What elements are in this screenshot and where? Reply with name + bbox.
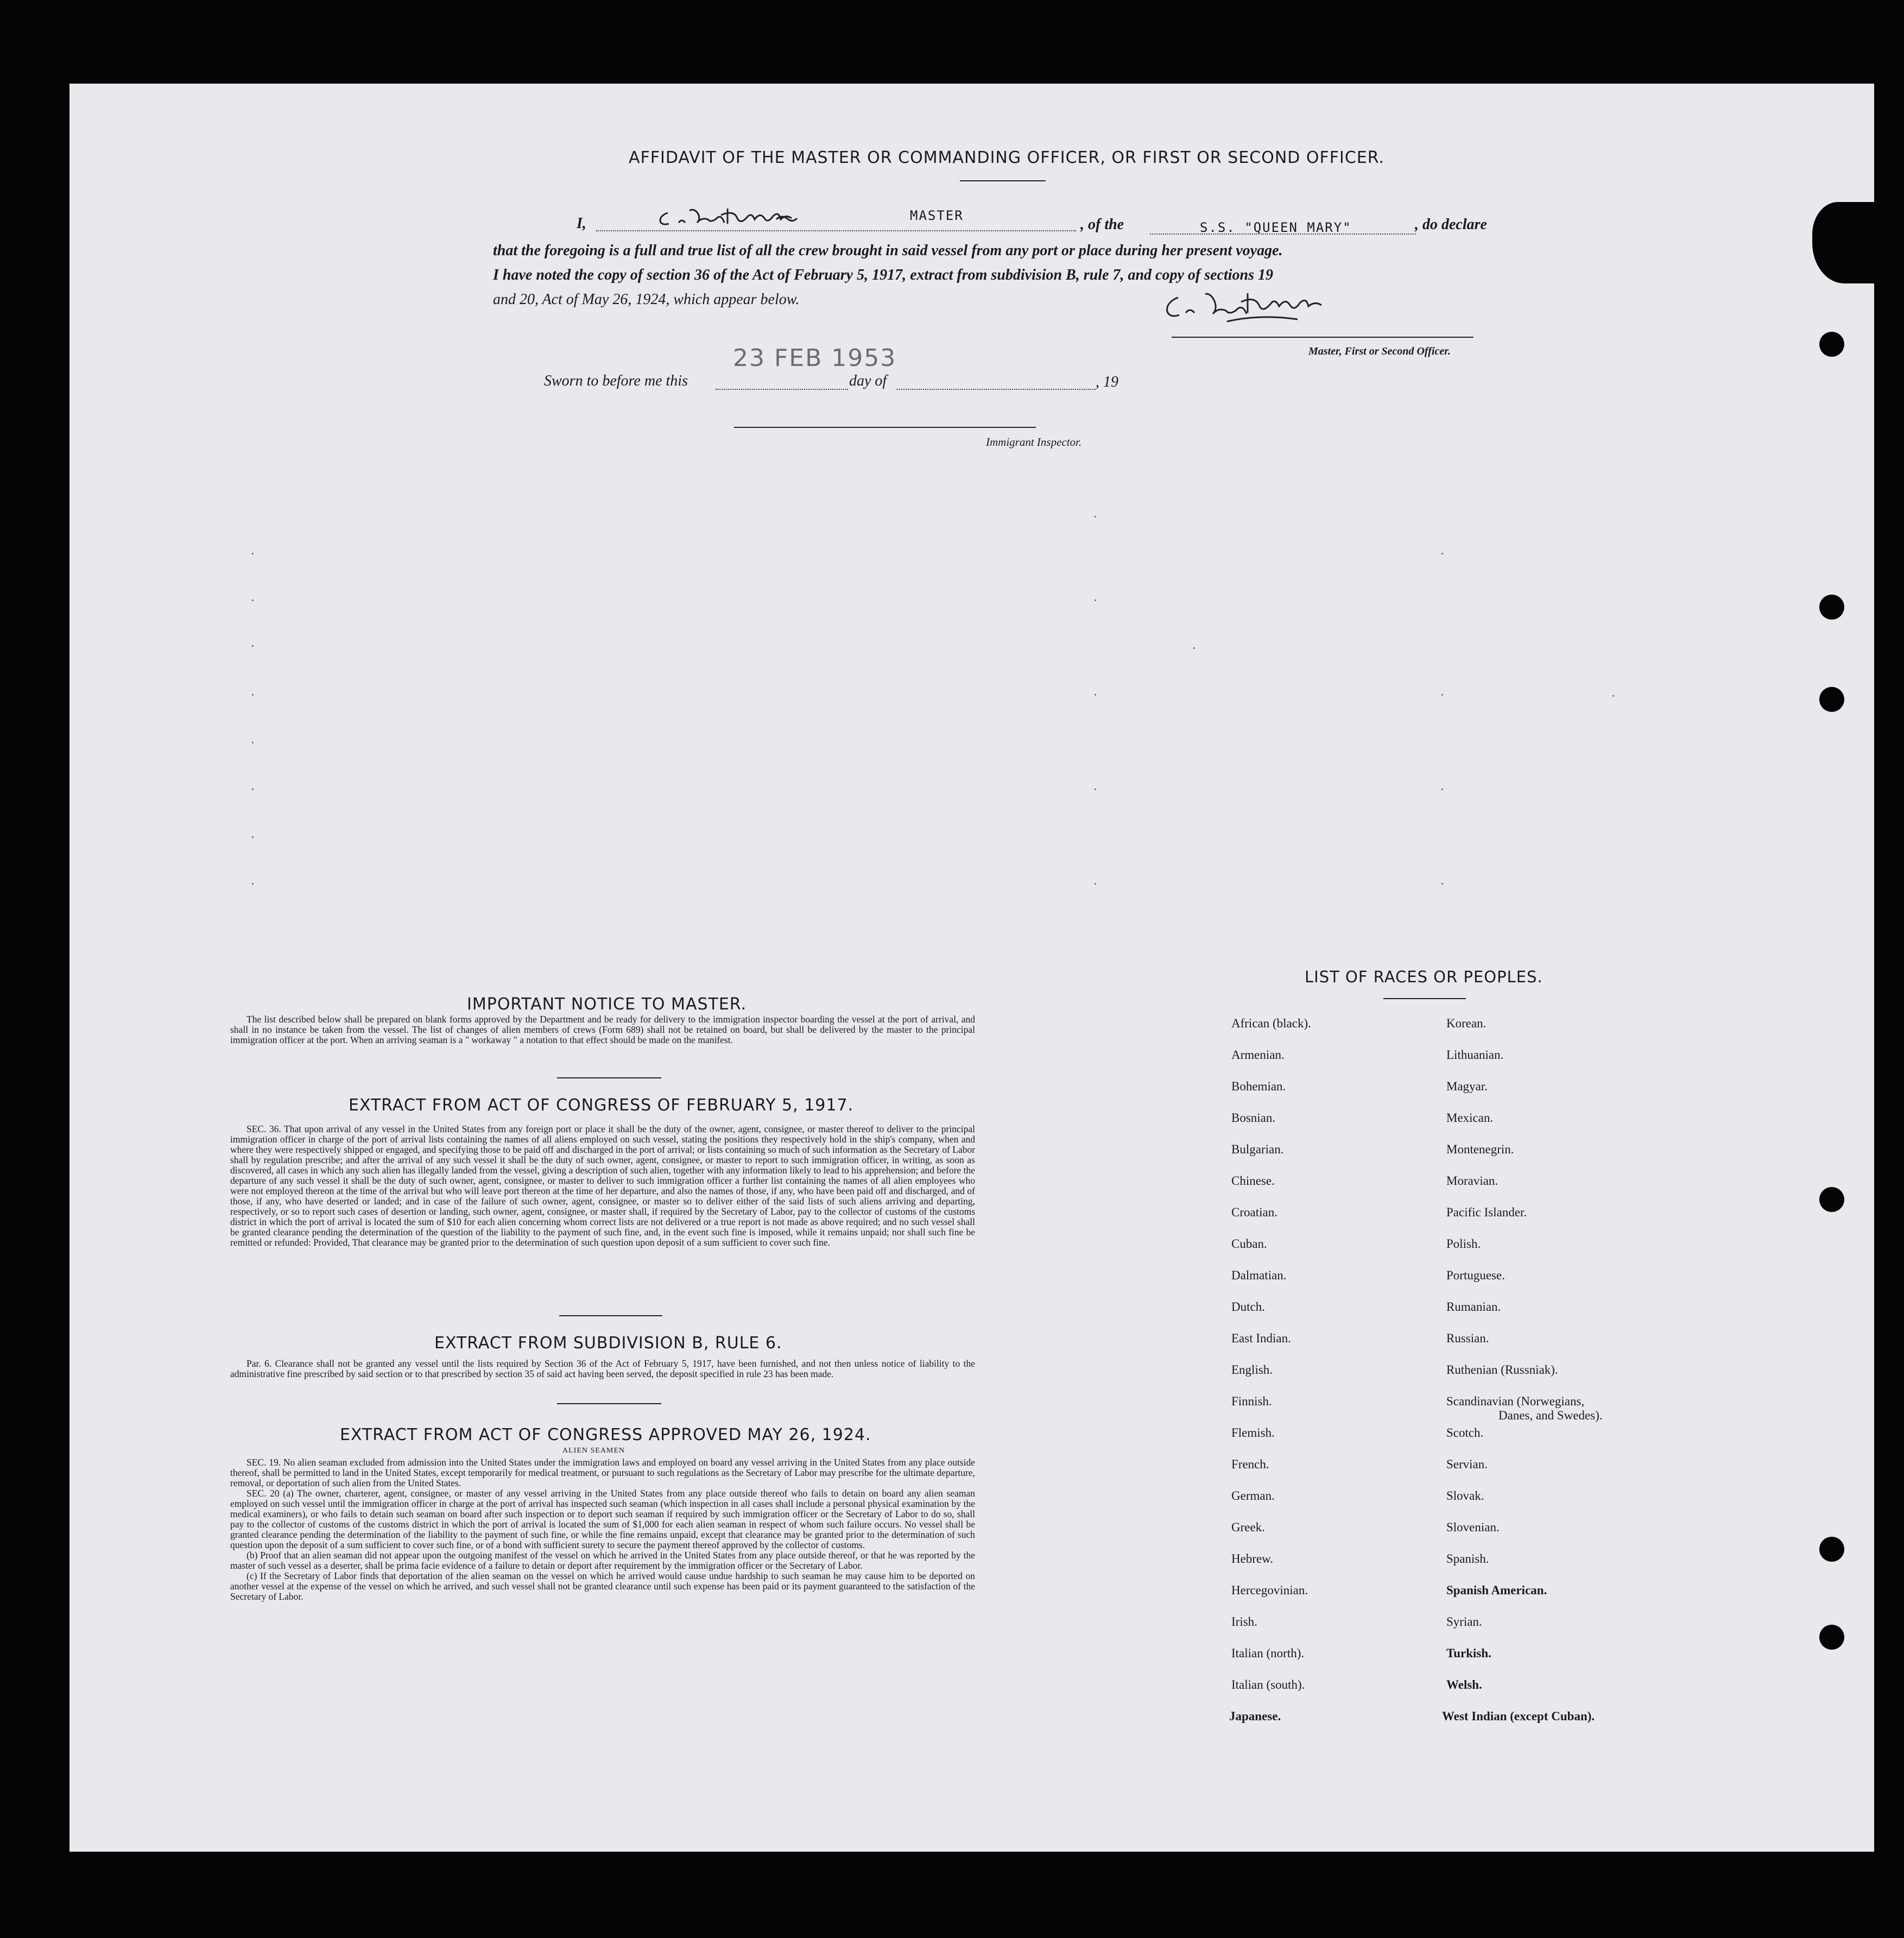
race-item: German. [1231,1489,1275,1503]
date-stamp: 23 FEB 1953 [733,344,897,372]
do-declare-label: , do declare [1415,216,1487,233]
punch-hole [1819,332,1844,357]
title-underline [960,180,1046,181]
race-item: Welsh. [1446,1678,1482,1691]
punch-hole [1819,1625,1844,1650]
vessel-field: S.S. "QUEEN MARY" [1200,220,1352,235]
notice-divider [557,1077,661,1078]
par-6-paragraph: Par. 6. Clearance shall not be granted any vessel until the lists required by Section 36 of the Act of February 5, 1917, have been furnished, and not then unless notice of liability to the administrative fine prescribed by said section or to that prescribed by section 35 of said act having been served, the deposit specified in rule 23 has been made. [230,1358,975,1379]
day-of-label: day of [849,373,887,389]
race-item: Scotch. [1446,1426,1484,1440]
race-item: Hercegovinian. [1231,1583,1308,1597]
race-item: French. [1231,1457,1269,1471]
alien-seamen-subtitle: ALIEN SEAMEN [562,1447,625,1455]
punch-hole [1819,1187,1844,1212]
race-item: African (black). [1231,1017,1311,1030]
race-item: English. [1231,1363,1273,1377]
subdivision-title: EXTRACT FROM SUBDIVISION B, RULE 6. [434,1334,782,1353]
affidavit-title: AFFIDAVIT OF THE MASTER OR COMMANDING OFFICER, OR FIRST OR SECOND OFFICER. [629,148,1385,167]
race-item: Cuban. [1231,1237,1267,1251]
rank-line [596,230,1076,231]
races-title: LIST OF RACES OR PEOPLES. [1305,968,1543,986]
sec-20c-paragraph: (c) If the Secretary of Labor finds that deportation of the alien seaman on the vessel on which he arrived would cause undue hardship to such seaman he may cause him to be deported on another vessel at the expense of the vessel on which he arrived, and such vessel shall not be granted clearance until such expense has been paid or its payment guaranteed to the satisfaction of the Secretary of Labor. [230,1570,975,1602]
race-item: Korean. [1446,1017,1486,1030]
affidavit-i-label: I, [577,215,586,232]
extract-1917-divider [559,1315,662,1316]
race-item: Italian (south). [1231,1678,1305,1691]
torn-edge-mark [1812,202,1876,283]
race-item: Greek. [1231,1520,1265,1534]
race-item: Hebrew. [1231,1552,1274,1565]
race-item: Spanish American. [1446,1583,1547,1597]
race-item: Spanish. [1446,1552,1489,1565]
race-item: Dutch. [1231,1300,1265,1314]
race-item: East Indian. [1231,1331,1291,1345]
inspector-caption: Immigrant Inspector. [986,435,1082,449]
race-item: Bohemian. [1231,1080,1286,1093]
race-item: Slovak. [1446,1489,1484,1503]
race-item: Moravian. [1446,1174,1498,1188]
race-item: Flemish. [1231,1426,1275,1440]
sworn-month-line [897,389,1096,390]
race-item: Bosnian. [1231,1111,1276,1125]
rank-field: MASTER [910,208,964,223]
sworn-day-line [716,389,848,390]
officer-signature [1156,287,1341,330]
race-item: Ruthenian (Russniak). [1446,1363,1558,1377]
race-item: Chinese. [1231,1174,1275,1188]
race-item: Irish. [1231,1615,1257,1628]
notice-paragraph: The list described below shall be prepared on blank forms approved by the Department and be ready for delivery to the immigration inspector boarding the vessel at the port of arrival, and shall in no instance be taken from the vessel. The list of changes of alien members of crews (Form 689) shall not be retained on board, but shall be delivered by the master to the principal immigration officer at the port. When an arriving seaman is a " workaway " a notation to that effect should be made on the manifest. [230,1014,975,1045]
race-item: Syrian. [1446,1615,1482,1628]
affidavit-line-4: and 20, Act of May 26, 1924, which appear below. [493,291,800,308]
punch-hole [1819,1537,1844,1562]
section-36-paragraph: SEC. 36. That upon arrival of any vessel in the United States from any foreign port or place it shall be the duty of the owner, agent, consignee, or master thereof to deliver to the principal immigration officer in charge of the port of arrival lists containing the names of all aliens employed on such vessel, stating the positions they respectively hold in the ship's company, when and where they were respectively shipped or engaged, and specifying those to be paid off and discharged in the port of arrival; or lists containing so much of such information as the Secretary of Labor shall by regulation prescribe; and after the arrival of any such vessel it shall be the duty of such owner, agent, consignee, or master to report to such immigration officer, in writing, as soon as discovered, all cases in which any such alien has illegally landed from the vessel, giving a description of such alien, together with any information likely to lead to his apprehension; and before the departure of any such vessel it shall be the duty of such owner, agent, consignee, or master to deliver to such immigration officer a further list containing the names of all alien employees who were not employed thereon at the time of the arrival but who will leave port thereon at the time of her departure, and also the names of those, if any, who have been paid off and discharged, and of those, if any, who have deserted or landed; and in case of the failure of such owner, agent, consignee, or master so to deliver either of the said lists of such aliens arriving and departing, respectively, or so to report such cases of desertion or landing, such owner, agent, consignee, or master shall, if required by the Secretary of Labor, pay to the collector of customs of the customs district in which the port of arrival is located the sum of $10 for each alien concerning whom correct lists are not delivered or a true report is not made as above required; and no such vessel shall be granted clearance pending the determination of the question of the liability to the payment of such fine, and, in the event such fine is imposed, while it remains unpaid; nor shall such fine be remitted or refunded: Provided, That clearance may be granted prior to the determination of such question upon deposit of a sum sufficient to cover such fine. [230,1123,975,1248]
sec-20a-paragraph: SEC. 20 (a) The owner, charterer, agent, consignee, or master of any vessel arriving in the United States from any place outside thereof who fails to detain on board any alien seaman employed on such vessel until the immigration officer in charge at the port of arrival has inspected such seaman (which inspection in all cases shall include a personal physical examination by the medical examiners), or who fails to detain such seaman on board after such inspection or to deport such seaman if required by such immigration officer or the Secretary of Labor to do so, shall pay to the collector of customs of the customs district in which the port of arrival is located the sum of $1,000 for each alien seaman in respect of whom such failure occurs. No vessel shall be granted clearance pending the determination of the liability to the payment of such fine, or while the fine remains unpaid, except that clearance may be granted prior to the determination of such question upon the deposit of a sum sufficient to cover such fine, or of a bond with sufficient surety to secure the payment thereof approved by the collector of customs. [230,1488,975,1550]
master-signature [651,201,831,233]
affidavit-line-3: I have noted the copy of section 36 of the Act of February 5, 1917, extract from subdivision B, rule 7, and copy of sections 19 [493,267,1274,283]
race-item: Lithuanian. [1446,1048,1504,1062]
race-item: Slovenian. [1446,1520,1500,1534]
race-item: Turkish. [1446,1646,1491,1660]
officer-signature-line [1172,337,1473,338]
vessel-line [1150,233,1416,235]
race-item: Servian. [1446,1457,1488,1471]
race-item: Bulgarian. [1231,1142,1284,1156]
notice-title: IMPORTANT NOTICE TO MASTER. [467,995,747,1014]
extract-1917-text [230,1124,975,1248]
inspector-signature-line [734,427,1036,428]
race-item: Italian (north). [1231,1646,1305,1660]
punch-hole [1819,687,1844,712]
race-item-continuation: Danes, and Swedes). [1498,1409,1603,1422]
notice-text [230,1014,975,1045]
affidavit-line-2: that the foregoing is a full and true list of all the crew brought in said vessel from any port or place during her present voyage. [493,242,1283,259]
race-item: Portuguese. [1446,1268,1505,1282]
race-item: Russian. [1446,1331,1489,1345]
race-item: Magyar. [1446,1080,1488,1093]
race-item: Scandinavian (Norwegians, [1446,1394,1585,1408]
race-item: West Indian (except Cuban). [1442,1709,1595,1723]
race-item: Pacific Islander. [1446,1205,1527,1219]
of-the-label: , of the [1080,216,1124,233]
officer-caption: Master, First or Second Officer. [1308,345,1451,357]
punch-hole [1819,595,1844,620]
subdivision-divider [557,1403,661,1404]
race-item: Dalmatian. [1231,1268,1287,1282]
sec-19-paragraph: SEC. 19. No alien seaman excluded from admission into the United States under the immigration laws and employed on board any vessel arriving in the United States from any place outside thereof, shall be permitted to land in the United States, except temporarily for medical treatment, or pursuant to such regulations as the Secretary of Labor may prescribe for the ultimate departure, removal, or deportation of such alien from the United States. [230,1457,975,1488]
race-item: Mexican. [1446,1111,1494,1125]
races-underline [1383,998,1466,999]
subdivision-text [230,1359,975,1379]
sworn-label: Sworn to before me this [544,373,688,389]
race-item: Rumanian. [1446,1300,1501,1314]
extract-1924-text [230,1457,975,1602]
year-label: , 19 [1096,374,1118,390]
extract-1924-title: EXTRACT FROM ACT OF CONGRESS APPROVED MAY 26, 1924. [340,1425,871,1444]
race-item: Armenian. [1231,1048,1285,1062]
race-item: Croatian. [1231,1205,1277,1219]
race-item: Japanese. [1229,1709,1281,1723]
sec-20b-paragraph: (b) Proof that an alien seaman did not appear upon the outgoing manifest of the vessel on which he arrived in the United States from any place outside thereof, or that he was reported by the master of such vessel as a deserter, shall be prima facie evidence of a failure to detain or deport after requirement by the immigration officer or the Secretary of Labor. [230,1550,975,1571]
extract-1917-title: EXTRACT FROM ACT OF CONGRESS OF FEBRUARY 5, 1917. [349,1096,854,1115]
race-item: Montenegrin. [1446,1142,1514,1156]
race-item: Polish. [1446,1237,1481,1251]
race-item: Finnish. [1231,1394,1272,1408]
